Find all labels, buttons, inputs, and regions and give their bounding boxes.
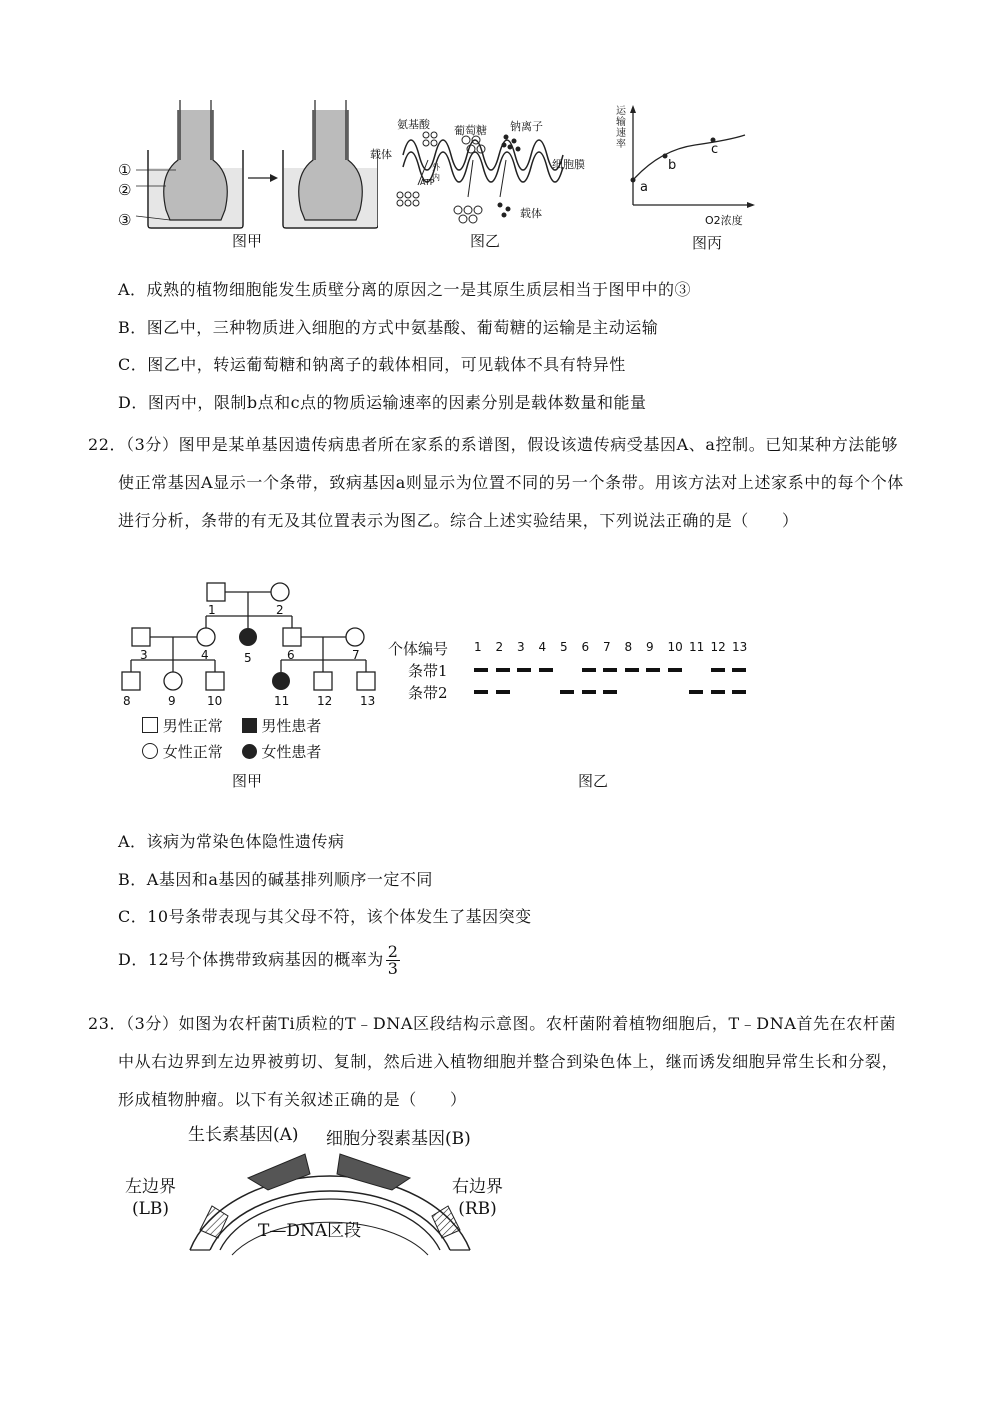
q21-option-a[interactable]: A．成熟的植物细胞能发生质壁分离的原因之一是其原生质层相当于图甲中的③ xyxy=(118,280,692,299)
band-number: 3 xyxy=(517,640,525,654)
band-number: 12 xyxy=(710,640,726,654)
fraction xyxy=(386,944,401,977)
band-number: 1 xyxy=(474,640,482,654)
q21-option-c[interactable]: C．图乙中，转运葡萄糖和钠离子的载体相同，可见载体不具有特异性 xyxy=(118,355,626,374)
male-affected-symbol xyxy=(242,718,257,733)
band-mark xyxy=(560,690,574,694)
band-mark xyxy=(711,690,725,694)
ped-id-11: 11 xyxy=(274,694,290,708)
figure-yi-caption: 图乙 xyxy=(470,232,501,250)
ped-id-2: 2 xyxy=(276,603,284,617)
legend-male-normal: 男性正常 xyxy=(162,717,223,735)
band-mark xyxy=(474,668,488,672)
figure-bing-caption: 图丙 xyxy=(692,234,723,252)
q21-option-b[interactable]: B．图乙中，三种物质进入细胞的方式中氨基酸、葡萄糖的运输是主动运输 xyxy=(118,318,659,337)
label-inside: 内 xyxy=(432,173,440,182)
left-border-abbr: (LB) xyxy=(131,1199,170,1219)
q23-text: 如图为农杆菌Ti质粒的T﹣DNA区段结构示意图。农杆菌附着植物细胞后，T﹣DNA首先在农杆菌中从右边界到左边界被剪切、复制，然后进入植物细胞并整合到染色体上，继而诱发细胞异常生长和分裂，形成植物肿瘤。以下有关叙述正确的是（ ） xyxy=(118,1014,899,1109)
q23-score: （3分） xyxy=(118,1014,179,1033)
q22-option-d[interactable] xyxy=(118,944,400,977)
q22-score: （3分） xyxy=(118,435,179,454)
ped-id-3: 3 xyxy=(140,648,148,662)
q23-stem xyxy=(88,1005,908,1119)
left-border-label xyxy=(125,1176,176,1220)
band-header: 个体编号 xyxy=(388,640,449,658)
label-carrier-left: 载体 xyxy=(370,148,392,161)
band-number: 7 xyxy=(603,640,611,654)
band-mark xyxy=(496,690,510,694)
pedigree-legend xyxy=(142,713,321,765)
ped-id-13: 13 xyxy=(360,694,376,708)
q22-text: 图甲是某单基因遗传病患者所在家系的系谱图，假设该遗传病受基因A、a控制。已知某种方法能够使正常基因A显示一个条带，致病基因a则显示为位置不同的另一个条带。用该方法对上述家系中的每个个体进行分析，条带的有无及其位置表示为图乙。综合上述实验结果，下列说法正确的是（ ） xyxy=(118,435,904,530)
xlabel-o2: O2浓度 xyxy=(705,214,743,227)
male-normal-symbol xyxy=(142,717,158,733)
band-number: 10 xyxy=(667,640,683,654)
female-normal-symbol xyxy=(142,743,158,759)
q22-option-c[interactable]: C．10号条带表现与其父母不符，该个体发生了基因突变 xyxy=(118,907,532,926)
q23-number: 23． xyxy=(88,1014,127,1033)
band-mark xyxy=(603,690,617,694)
ped-id-5: 5 xyxy=(244,651,252,665)
figure-jia-osmometer xyxy=(118,100,378,250)
ped-id-1: 1 xyxy=(208,603,216,617)
band-mark xyxy=(625,668,639,672)
q22-stem xyxy=(88,426,908,540)
right-border-text: 右边界 xyxy=(452,1177,503,1197)
band-numbers xyxy=(474,640,748,658)
label-membrane: 细胞膜 xyxy=(552,158,585,171)
bands-caption: 图乙 xyxy=(578,772,609,790)
band-mark xyxy=(517,668,531,672)
label-carrier-right: 载体 xyxy=(520,207,542,220)
figure-jia-caption: 图甲 xyxy=(232,232,263,250)
band-number: 13 xyxy=(732,640,748,654)
band-mark xyxy=(539,668,553,672)
label-glucose: 葡萄糖 xyxy=(454,124,487,137)
band-number: 6 xyxy=(581,640,590,654)
q22-option-d-text: D．12号个体携带致病基因的概率为 xyxy=(118,950,384,969)
gene-b-label: 细胞分裂素基因(B) xyxy=(326,1129,471,1149)
band-row-2 xyxy=(474,690,744,696)
ped-id-6: 6 xyxy=(287,648,295,662)
band-number: 8 xyxy=(624,640,633,654)
label-atp: ATP xyxy=(420,178,435,187)
band-row-1 xyxy=(474,668,744,674)
right-border-label xyxy=(452,1176,503,1220)
right-border-abbr: (RB) xyxy=(458,1199,497,1219)
band-number: 5 xyxy=(560,640,568,654)
legend-male-affected: 男性患者 xyxy=(261,717,322,735)
point-b: b xyxy=(668,158,677,173)
label-sodium: 钠离子 xyxy=(510,120,543,133)
band-mark xyxy=(732,690,746,694)
band-number: 2 xyxy=(495,640,504,654)
t-dna-segment-label: T—DNA区段 xyxy=(258,1221,362,1241)
pedigree-caption: 图甲 xyxy=(232,772,263,790)
band-mark xyxy=(582,668,596,672)
q22-option-b[interactable]: B．A基因和a基因的碱基排列顺序一定不同 xyxy=(118,870,433,889)
band-row-1-label: 条带1 xyxy=(408,662,448,680)
ped-id-10: 10 xyxy=(207,694,223,708)
female-affected-symbol xyxy=(242,744,257,759)
label-2: ② xyxy=(118,181,132,199)
legend-female-affected: 女性患者 xyxy=(261,743,322,761)
q22-option-a[interactable]: A．该病为常染色体隐性遗传病 xyxy=(118,832,345,851)
band-mark xyxy=(732,668,746,672)
band-number: 4 xyxy=(538,640,547,654)
band-mark xyxy=(668,668,682,672)
pedigree-chart xyxy=(118,578,388,703)
label-3: ③ xyxy=(118,211,132,229)
fraction-numerator: 2 xyxy=(387,942,399,961)
band-mark xyxy=(474,690,488,694)
band-mark xyxy=(582,690,596,694)
band-row-2-label: 条带2 xyxy=(408,684,448,702)
figure-yi-membrane xyxy=(388,115,598,230)
label-outside: 外 xyxy=(432,163,440,172)
left-border-text: 左边界 xyxy=(125,1177,176,1197)
point-a: a xyxy=(640,180,648,195)
band-number: 9 xyxy=(646,640,654,654)
band-mark xyxy=(646,668,660,672)
band-mark xyxy=(689,690,703,694)
band-mark xyxy=(711,668,725,672)
legend-female-normal: 女性正常 xyxy=(162,743,223,761)
label-amino: 氨基酸 xyxy=(397,118,430,131)
ylabel-rate: 运输速率 xyxy=(616,106,626,150)
point-c: c xyxy=(711,142,719,157)
band-mark xyxy=(496,668,510,672)
q21-option-d[interactable]: D．图丙中，限制b点和c点的物质运输速率的因素分别是载体数量和能量 xyxy=(118,393,647,412)
label-1: ① xyxy=(118,161,132,179)
gene-a-label: 生长素基因(A) xyxy=(188,1125,299,1145)
q22-number: 22． xyxy=(88,435,127,454)
ped-id-7: 7 xyxy=(352,648,360,662)
ped-id-12: 12 xyxy=(317,694,333,708)
ped-id-4: 4 xyxy=(201,648,209,662)
band-mark xyxy=(603,668,617,672)
ped-id-8: 8 xyxy=(123,694,131,708)
fraction-denominator: 3 xyxy=(387,959,399,978)
band-number: 11 xyxy=(689,640,705,654)
ped-id-9: 9 xyxy=(168,694,176,708)
t-dna-diagram xyxy=(170,1140,490,1260)
